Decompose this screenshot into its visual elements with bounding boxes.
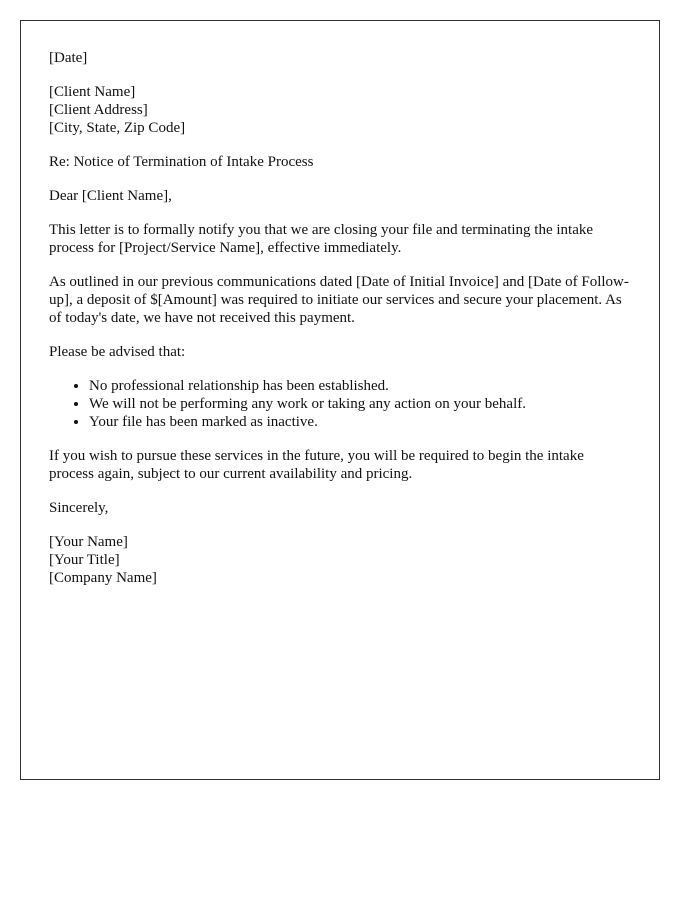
- body-paragraph-3: Please be advised that:: [49, 344, 186, 360]
- list-item: • No professional relationship has been established.: [89, 377, 631, 395]
- letter-page: [20, 20, 660, 780]
- list-item: • We will not be performing any work or taking any action on your behalf.: [89, 395, 631, 413]
- closing-paragraph: If you wish to pursue these services in the future, you will be required to begin the intake process again, subject to our current availability and pricing.: [49, 448, 584, 482]
- letter-date: [Date]: [49, 50, 88, 66]
- recipient-name: [Client Name]: [49, 84, 136, 100]
- list-item: • Your file has been marked as inactive.: [89, 413, 631, 431]
- signature-block: [49, 533, 631, 587]
- signature-title: [Your Title]: [49, 552, 120, 568]
- letter-subject: Re: Notice of Termination of Intake Process: [49, 154, 314, 170]
- sign-off: Sincerely,: [49, 500, 109, 516]
- letter-salutation: Dear [Client Name],: [49, 188, 172, 204]
- notice-list: [49, 377, 631, 431]
- signature-company: [Company Name]: [49, 570, 157, 586]
- body-paragraph-1: This letter is to formally notify you that we are closing your file and terminating the intake process for [Project/Service Name], effective immediately.: [49, 222, 594, 256]
- recipient-address: [Client Address]: [49, 102, 148, 118]
- recipient-block: [49, 83, 631, 137]
- recipient-city-state-zip: [City, State, Zip Code]: [49, 120, 186, 136]
- signature-name: [Your Name]: [49, 534, 128, 550]
- body-paragraph-2: As outlined in our previous communications dated [Date of Initial Invoice] and [Date of Follow-up], a deposit of $[Amount] was required to initiate our services and secure your placement. As of today's date, we have not received this payment.: [49, 274, 629, 326]
